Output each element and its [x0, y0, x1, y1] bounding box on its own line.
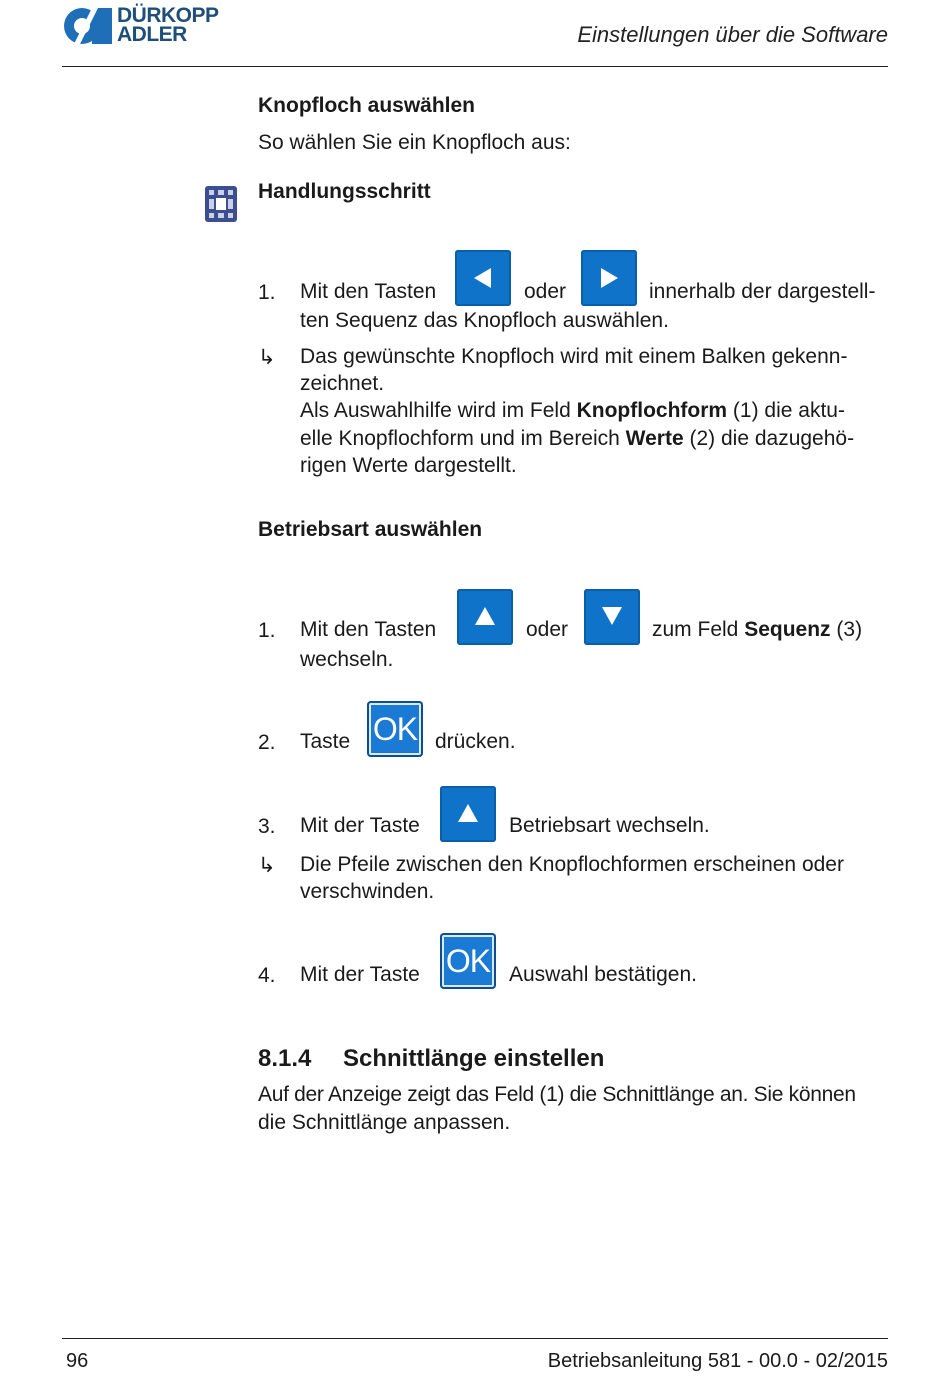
up-arrow-key: [440, 786, 496, 842]
section-heading-knopfloch: Knopfloch auswählen: [258, 94, 476, 117]
step-text: Mit der Taste: [300, 814, 420, 837]
step-text: oder: [526, 618, 569, 641]
right-arrow-key: [581, 250, 637, 306]
triangle-down-icon: [584, 589, 640, 645]
result-text: zeichnet.: [300, 372, 385, 395]
triangle-right-icon: [581, 250, 637, 306]
ok-key: OK: [440, 933, 496, 989]
triangle-up-icon: [440, 786, 496, 842]
step-text: Mit den Tasten: [300, 280, 437, 303]
action-step-icon: [205, 186, 237, 222]
step-text: oder: [524, 280, 567, 303]
left-arrow-key: [455, 250, 511, 306]
brand-line-1: DÜRKOPP: [117, 4, 219, 27]
result-text: rigen Werte dargestellt.: [300, 454, 517, 477]
result-text: Das gewünschte Knopfloch wird mit einem Balken gekenn-: [300, 345, 848, 368]
step-text: innerhalb der dargestell-: [649, 280, 876, 303]
brand-line-2: ADLER: [117, 23, 187, 46]
step-text: Taste: [300, 730, 351, 753]
ok-key: OK: [367, 701, 423, 757]
step-number: 1.: [258, 619, 276, 642]
triangle-left-icon: [455, 250, 511, 306]
duerkopp-logo-icon: [62, 6, 114, 46]
result-text: elle Knopflochform und im Bereich Werte (2) die dazugehö-: [300, 427, 855, 450]
result-text: Die Pfeile zwischen den Knopflochformen erscheinen oder: [300, 853, 844, 876]
page-header-title: Einstellungen über die Software: [577, 22, 888, 47]
result-text: Als Auswahlhilfe wird im Feld Knopflochform (1) die aktu-: [300, 399, 845, 422]
body-text: die Schnittlänge anpassen.: [258, 1111, 511, 1134]
up-arrow-key: [457, 589, 513, 645]
section-number: 8.1.4: [258, 1045, 312, 1072]
triangle-up-icon: [457, 589, 513, 645]
section-intro: So wählen Sie ein Knopfloch aus:: [258, 131, 571, 154]
header-divider: [62, 66, 888, 67]
step-number: 3.: [258, 815, 276, 838]
step-text: wechseln.: [300, 648, 394, 671]
result-text: verschwinden.: [300, 880, 435, 903]
step-text: Auswahl bestätigen.: [509, 963, 697, 986]
body-text: Auf der Anzeige zeigt das Feld (1) die Schnittlänge an. Sie können: [258, 1083, 856, 1106]
step-number: 1.: [258, 281, 276, 304]
result-arrow-icon: ↳: [258, 854, 276, 877]
result-arrow-icon: ↳: [258, 346, 276, 369]
page-number: 96: [66, 1350, 89, 1372]
step-number: 2.: [258, 731, 276, 754]
step-text: Betriebsart wechseln.: [509, 814, 710, 837]
down-arrow-key: [584, 589, 640, 645]
footer-divider: [62, 1338, 888, 1339]
step-text: drücken.: [435, 730, 516, 753]
step-number: 4.: [258, 964, 276, 987]
step-text: Mit den Tasten: [300, 618, 437, 641]
step-text: Mit der Taste: [300, 963, 420, 986]
step-text: ten Sequenz das Knopfloch auswählen.: [300, 309, 669, 332]
section-title: Schnittlänge einstellen: [343, 1045, 605, 1072]
section-heading-betriebsart: Betriebsart auswählen: [258, 518, 483, 541]
brand-logo: [62, 6, 232, 50]
steps-heading: Handlungsschritt: [258, 180, 431, 203]
document-reference: Betriebsanleitung 581 - 00.0 - 02/2015: [547, 1350, 888, 1372]
step-text: zum Feld Sequenz (3): [652, 618, 863, 641]
